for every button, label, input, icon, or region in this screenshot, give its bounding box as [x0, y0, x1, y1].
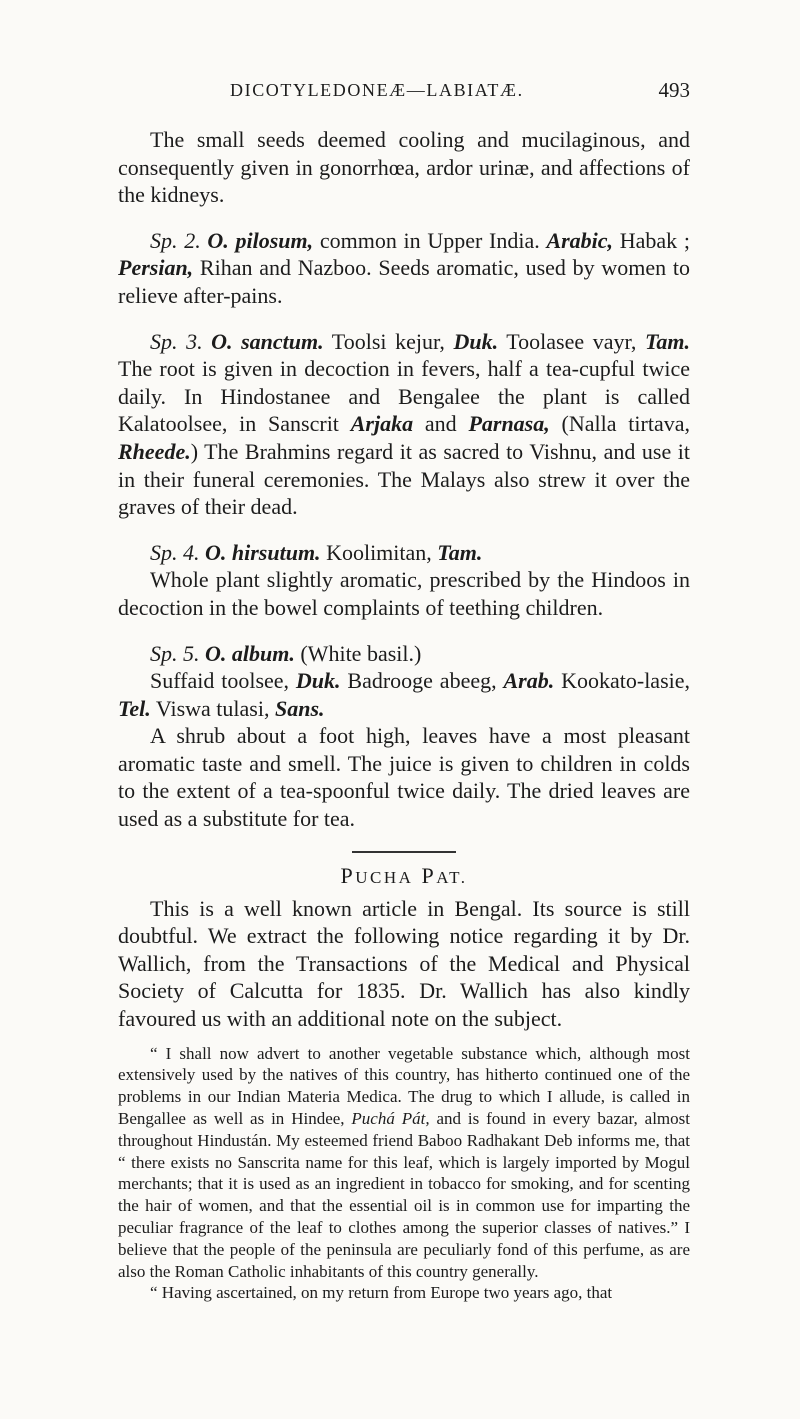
paragraph-text: This is a well known article in Bengal. Its source is still doubtful. We extract the following notice regarding it by Dr. Wallich, from the Transactions of the Medical and Physical Society of Calcutta for 1835. Dr. Wallich has also kindly favoured us with an additional note on the subject.: [118, 895, 690, 1032]
entry-text: ) The Brahmins regard it as sacred to Vishnu, and use it in their funeral ceremonies. The Malays also strew it over the graves of their dead.: [118, 438, 690, 520]
entry-text: A shrub about a foot high, leaves have a most pleasant aromatic taste and smell. The juice is given to children in colds to the extent of a tea-spoonful twice daily. The dried leaves are used as a substitute for tea.: [118, 723, 690, 832]
entry-text: The root is given in decoction in fevers, half a tea-cupful twice daily. In Hindostanee and Bengalee the plant is called Kalatoolsee, in Sanscrit: [118, 356, 690, 437]
species-label: Sp. 5.: [150, 640, 200, 666]
entry-text: and: [413, 411, 469, 437]
author-reference: Rheede.: [118, 438, 191, 464]
species-label: Sp. 2.: [150, 227, 201, 253]
language-label: Duk.: [295, 668, 341, 694]
entry-text: Rihan and Nazboo. Seeds aromatic, used by women to relieve after-pains.: [118, 255, 690, 308]
language-label: Sans.: [274, 695, 325, 721]
entry-text: Toolsi kejur,: [323, 328, 454, 354]
heading-smallcaps: UCHA: [355, 867, 414, 887]
heading-smallcaps: AT.: [436, 867, 468, 887]
language-label: Arabic,: [546, 227, 614, 253]
entry-sp-4: [118, 539, 690, 567]
entry-text: Badrooge abeeg,: [340, 668, 504, 694]
language-label: Persian,: [118, 255, 194, 281]
entry-sp-5-description: [118, 722, 690, 832]
entry-text: Koolimitan,: [320, 539, 438, 565]
running-head-title: DICOTYLEDONEÆ—LABIATÆ.: [230, 80, 524, 100]
section-intro: [118, 895, 690, 1033]
drug-name: Puchá Pát,: [351, 1109, 430, 1129]
language-label: Tel.: [118, 695, 151, 721]
heading-initial: P: [421, 862, 437, 888]
heading-initial: P: [340, 862, 356, 888]
section-divider: [352, 851, 456, 853]
species-label: Sp. 4.: [150, 539, 200, 565]
species-name: O. hirsutum.: [205, 539, 321, 565]
entry-text: Viswa tulasi,: [150, 695, 275, 721]
page-number: 493: [658, 78, 690, 102]
running-head: [0, 80, 800, 106]
species-name: O. album.: [205, 640, 295, 666]
language-label: Duk.: [453, 328, 499, 354]
paragraph-text: The small seeds deemed cooling and mucilaginous, and consequently given in gonorrhœa, ardor urinæ, and affections of the kidneys.: [118, 127, 690, 208]
species-name: O. sanctum.: [211, 328, 324, 354]
body-text: [118, 126, 690, 1304]
entry-text: Habak ;: [613, 227, 690, 253]
entry-text: Whole plant slightly aromatic, prescribed by the Hindoos in decoction in the bowel complaints of teething children.: [118, 567, 690, 620]
entry-text: common in Upper India.: [313, 227, 547, 253]
quote-text: “ Having ascertained, on my return from Europe two years ago, that: [150, 1283, 613, 1303]
quote-text: “ I shall now advert to another vegetable substance which, although most extensively used by the natives of this country, has hitherto continued one of the problems in our Indian Materia Medica. The drug to which I allude, is called in Bengallee as well as in Hindee,: [118, 1043, 690, 1129]
entry-sp-3: [118, 328, 690, 521]
entry-text: Kookato-lasie,: [554, 668, 691, 694]
section-heading: [118, 863, 690, 889]
quote-text: and is found in every bazar, almost throughout Hindustán. My esteemed friend Baboo Radhakant Deb informs me, that “ there exists no Sanscrita name for this leaf, which is largely imported by Mogul merchants; that it is used as an ingredient in tobacco for smoking, and for scenting the hair of women, and that the essential oil is in common use for imparting the peculiar fragrance of the leaf to clothes among the superior classes of natives.” I believe that the people of the peninsula are peculiarly fond of this perfume, as are also the Roman Catholic inhabitants of this country generally.: [118, 1109, 690, 1281]
entry-sp-5: [118, 640, 690, 668]
species-name: O. pilosum,: [207, 227, 314, 253]
entry-sp-2: [118, 227, 690, 310]
entry-text: Suffaid toolsee,: [150, 668, 296, 694]
entry-text: Toolasee vayr,: [498, 328, 645, 354]
sanskrit-name: Parnasa,: [468, 411, 550, 437]
entry-text: (White basil.): [294, 640, 422, 666]
language-label: Arab.: [503, 668, 555, 694]
quotation-paragraph: [118, 1282, 690, 1304]
language-label: Tam.: [644, 328, 691, 354]
paragraph-seeds: [118, 126, 690, 209]
entry-text: (Nalla tirtava,: [549, 411, 690, 437]
quotation-paragraph: [118, 1043, 690, 1283]
entry-sp-4-description: [118, 566, 690, 621]
sanskrit-name: Arjaka: [350, 411, 414, 437]
language-label: Tam.: [437, 539, 483, 565]
species-label: Sp. 3.: [150, 328, 203, 354]
entry-sp-5-names: [118, 667, 690, 722]
